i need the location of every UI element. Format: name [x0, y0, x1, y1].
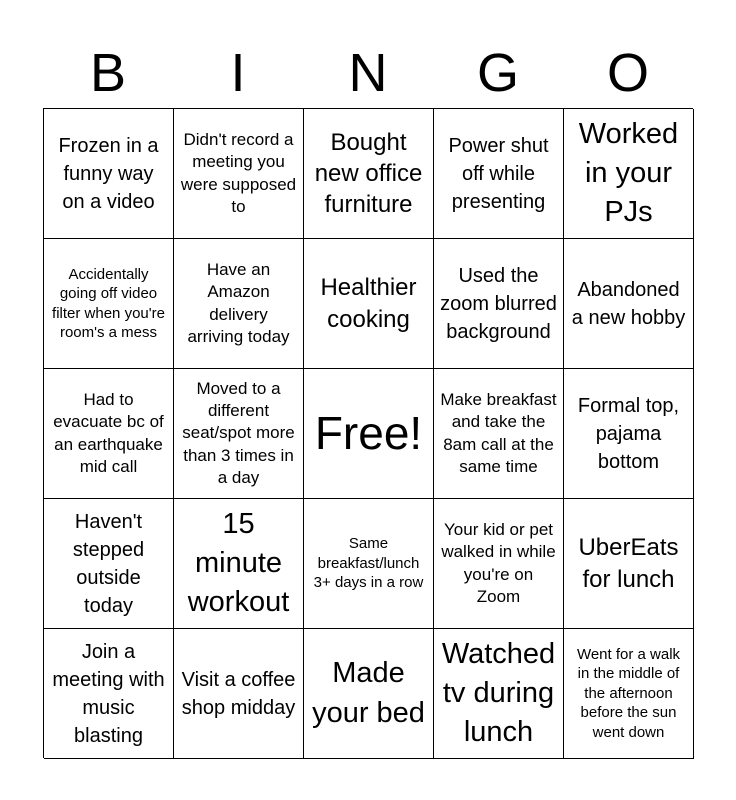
cell-text: Watched tv during lunch	[441, 637, 556, 749]
cell-text: Haven't stepped outside today	[72, 510, 145, 617]
cell-text: Healthier cooking	[320, 274, 417, 333]
bingo-cell-r3c2	[174, 369, 304, 499]
bingo-cell-r4c4	[434, 499, 564, 629]
cell-text: Join a meeting with music blasting	[52, 640, 165, 747]
cell-text: Your kid or pet walked in while you're on Zoom	[441, 520, 556, 606]
bingo-cell-r5c5	[564, 629, 694, 759]
cell-text: Have an Amazon delivery arriving today	[187, 260, 290, 346]
cell-text: Same breakfast/lunch 3+ days in a row	[313, 535, 424, 592]
cell-text: Power shut off while presenting	[448, 134, 549, 213]
bingo-cell-r4c1	[44, 499, 174, 629]
bingo-cell-r2c3	[304, 239, 434, 369]
cell-text: Abandoned a new hobby	[571, 278, 686, 329]
cell-text: UberEats for lunch	[578, 534, 679, 593]
bingo-board	[43, 108, 693, 758]
cell-text: Moved to a different seat/spot more than 3 times in a day	[182, 379, 295, 487]
bingo-cell-r1c5	[564, 109, 694, 239]
bingo-cell-r2c4	[434, 239, 564, 369]
bingo-cell-r2c5	[564, 239, 694, 369]
cell-text: Used the zoom blurred background	[440, 264, 557, 343]
bingo-cell-r5c2	[174, 629, 304, 759]
bingo-cell-r4c3	[304, 499, 434, 629]
cell-text: Didn't record a meeting you were supposed to	[180, 130, 297, 216]
bingo-cell-r3c4	[434, 369, 564, 499]
bingo-cell-free	[304, 369, 434, 499]
cell-text: Had to evacuate bc of an earthquake mid call	[53, 390, 164, 476]
bingo-header	[43, 38, 693, 108]
bingo-cell-r2c2	[174, 239, 304, 369]
bingo-cell-r4c2	[174, 499, 304, 629]
header-letter-g: G	[476, 43, 519, 103]
bingo-cell-r5c3	[304, 629, 434, 759]
cell-text: Frozen in a funny way on a video	[58, 134, 159, 213]
bingo-cell-r4c5	[564, 499, 694, 629]
cell-text: Accidentally going off video filter when you're room's a mess	[52, 265, 165, 341]
cell-text: 15 minute workout	[187, 507, 290, 619]
header-letter-o: O	[606, 43, 649, 103]
header-letter-i: I	[230, 43, 246, 103]
bingo-cell-r1c3	[304, 109, 434, 239]
header-letter-n: N	[348, 43, 388, 103]
cell-text: Visit a coffee shop midday	[181, 668, 296, 719]
cell-text: Made your bed	[312, 657, 425, 729]
bingo-cell-r2c1	[44, 239, 174, 369]
bingo-cell-r1c4	[434, 109, 564, 239]
bingo-cell-r3c1	[44, 369, 174, 499]
cell-text: Make breakfast and take the 8am call at the same time	[440, 390, 557, 476]
bingo-cell-r3c5	[564, 369, 694, 499]
bingo-cell-r5c1	[44, 629, 174, 759]
cell-text: Went for a walk in the middle of the afternoon before the sun went down	[576, 645, 681, 741]
cell-text: Worked in your PJs	[578, 117, 679, 229]
bingo-cell-r1c2	[174, 109, 304, 239]
cell-text: Formal top, pajama bottom	[577, 394, 680, 473]
free-space-label: Free!	[314, 407, 423, 460]
header-letter-b: B	[89, 43, 127, 103]
cell-text: Bought new office furniture	[314, 128, 423, 219]
bingo-cell-r5c4	[434, 629, 564, 759]
bingo-cell-r1c1	[44, 109, 174, 239]
